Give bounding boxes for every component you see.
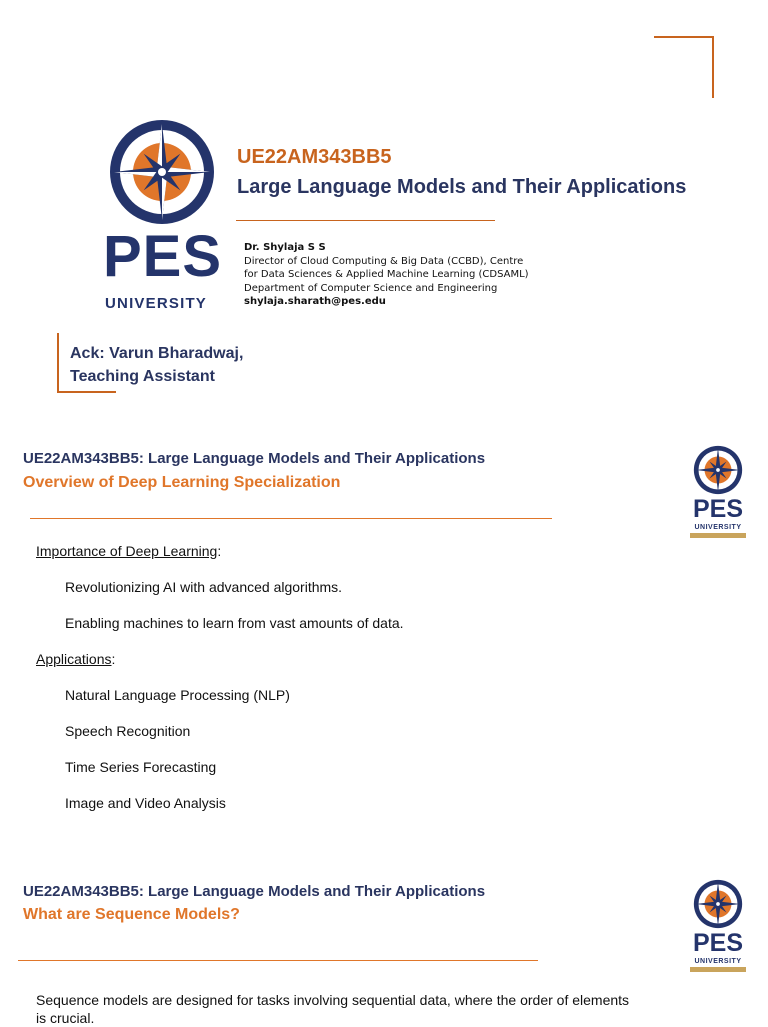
ack-accent-bar (57, 333, 59, 393)
compass-star-icon (692, 444, 744, 496)
author-name: Dr. Shylaja S S (244, 242, 326, 253)
ack-line: Ack: Varun Bharadwaj, (70, 345, 244, 362)
corner-accent-vertical (712, 36, 714, 98)
section-heading-text: Importance of Deep Learning (36, 543, 218, 559)
paragraph-line: Sequence models are designed for tasks involving sequential data, where the order of elements (36, 992, 630, 1008)
author-email[interactable]: shylaja.sharath@pes.edu (244, 296, 386, 307)
pes-wordmark: PES (692, 495, 744, 523)
slide3-divider (18, 960, 538, 961)
pes-logo-emblem (106, 116, 218, 228)
slide2-divider (30, 518, 552, 519)
university-wordmark: UNIVERSITY (694, 524, 742, 531)
author-line: Director of Cloud Computing & Big Data (CCBD), Centre (244, 255, 524, 267)
acknowledgement (70, 342, 243, 388)
paragraph (36, 991, 676, 1027)
ack-accent-base (57, 391, 116, 393)
pes-wordmark: PES (692, 929, 744, 957)
slide3-title: What are Sequence Models? (23, 906, 240, 923)
logo-strip (690, 533, 746, 538)
slide2-title: Overview of Deep Learning Specialization (23, 474, 341, 491)
list-item: Image and Video Analysis (65, 795, 226, 811)
author-line: for Data Sciences & Applied Machine Learning (CDSAML) (244, 269, 529, 280)
compass-star-icon (106, 116, 218, 228)
section-heading (36, 651, 115, 667)
slide3-header: UE22AM343BB5: Large Language Models and Their Applications (23, 883, 486, 900)
section-heading (36, 543, 221, 559)
list-item: Speech Recognition (65, 723, 191, 739)
pes-logo-small (690, 444, 746, 538)
paragraph-line: is crucial. (36, 1010, 95, 1026)
compass-star-icon (692, 878, 744, 930)
course-code: UE22AM343BB5 (237, 146, 392, 168)
course-title: Large Language Models and Their Applications (237, 176, 687, 198)
pes-wordmark: PES (103, 224, 223, 289)
list-item: Revolutionizing AI with advanced algorithms. (65, 579, 343, 595)
title-divider (236, 220, 495, 221)
section-heading-text: Applications (36, 651, 112, 667)
section-heading-suffix: : (217, 543, 222, 559)
corner-accent-horizontal (654, 36, 714, 38)
ack-line: Teaching Assistant (70, 368, 215, 385)
logo-strip (690, 967, 746, 972)
list-item: Time Series Forecasting (65, 759, 217, 775)
university-wordmark: UNIVERSITY (105, 295, 208, 312)
pes-logo-small (690, 878, 746, 972)
list-item: Natural Language Processing (NLP) (65, 687, 290, 703)
university-wordmark: UNIVERSITY (694, 958, 742, 965)
author-block (244, 241, 529, 309)
author-line: Department of Computer Science and Engineering (244, 282, 498, 294)
section-heading-suffix: : (111, 651, 116, 667)
list-item: Enabling machines to learn from vast amounts of data. (65, 615, 404, 631)
slide2-header: UE22AM343BB5: Large Language Models and Their Applications (23, 450, 486, 467)
